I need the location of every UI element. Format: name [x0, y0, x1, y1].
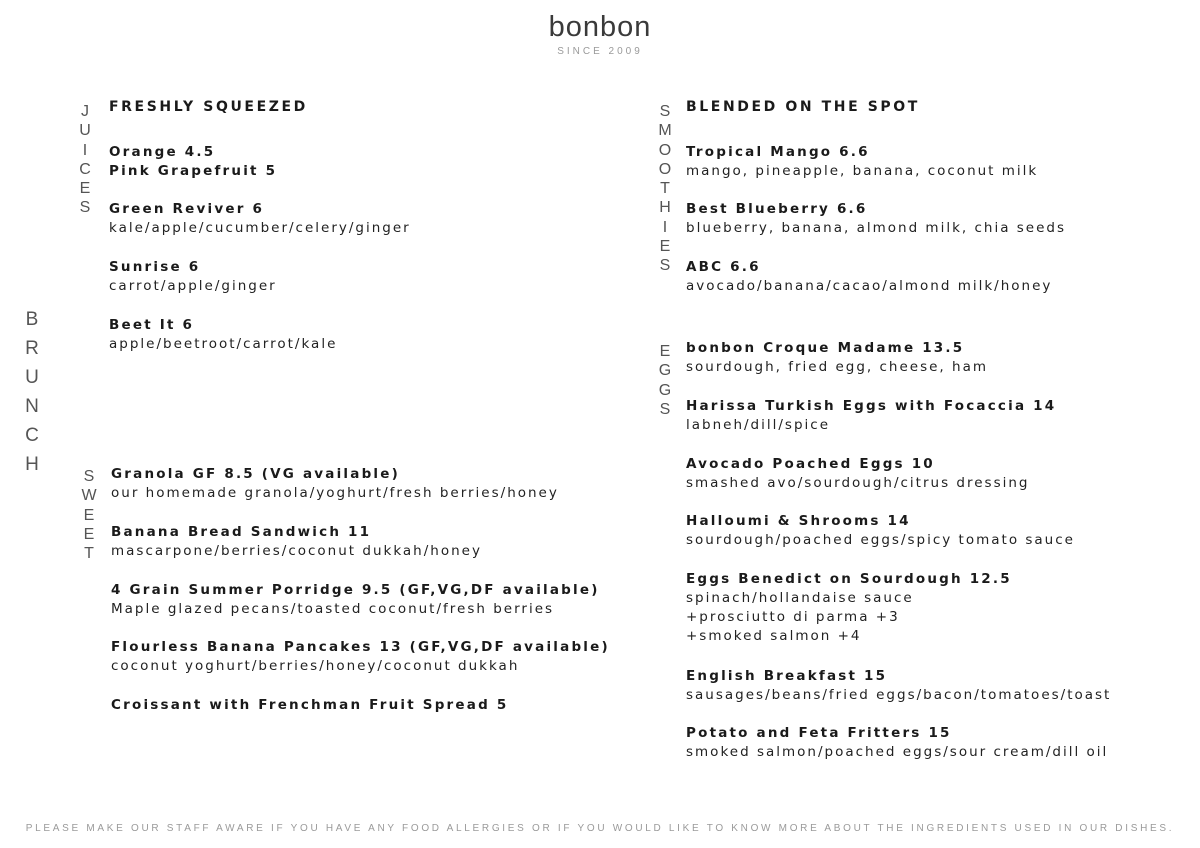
menu-item-name: ABC 6.6 [686, 259, 761, 275]
smoothies-vertical-label [653, 102, 677, 276]
vertical-label-letter: E [83, 525, 95, 543]
menu-item-name: Granola GF 8.5 (VG available) [111, 466, 400, 482]
menu-item [686, 724, 1108, 762]
menu-item-name: Halloumi & Shrooms 14 [686, 513, 911, 529]
menu-item [686, 339, 988, 377]
menu-item-name: Potato and Feta Fritters 15 [686, 725, 952, 741]
menu-item-extra: +smoked salmon +4 [686, 628, 862, 644]
vertical-label-letter: T [84, 545, 94, 563]
menu-item [111, 581, 600, 619]
vertical-label-letter: E [83, 506, 95, 524]
brand-logo: bonbon [548, 11, 652, 43]
vertical-label-letter: T [660, 180, 670, 198]
menu-item [686, 667, 1111, 705]
vertical-label-letter: E [79, 180, 91, 198]
sweet-vertical-label [77, 467, 101, 563]
menu-item-name: English Breakfast 15 [686, 668, 888, 684]
menu-item-name: Banana Bread Sandwich 11 [111, 524, 372, 540]
vertical-label-letter: G [658, 381, 672, 399]
menu-item-name: Flourless Banana Pancakes 13 (GF,VG,DF available) [111, 639, 610, 655]
menu-item [686, 455, 1029, 493]
vertical-label-letter: E [659, 343, 671, 360]
menu-item-description: mascarpone/berries/coconut dukkah/honey [111, 543, 482, 559]
menu-item-name: Tropical Mango 6.6 [686, 144, 870, 160]
vertical-label-letter: O [658, 160, 672, 178]
eggs-vertical-label [653, 342, 677, 419]
menu-item [111, 638, 610, 676]
menu-item-description: sourdough, fried egg, cheese, ham [686, 359, 988, 375]
menu-item-description: sourdough/poached eggs/spicy tomato sauce [686, 532, 1075, 548]
menu-item-description: kale/apple/cucumber/celery/ginger [109, 220, 411, 236]
menu-item [111, 523, 482, 561]
vertical-label-letter: H [25, 454, 39, 475]
vertical-label-letter: S [659, 257, 671, 275]
vertical-label-letter: I [82, 141, 88, 159]
vertical-label-letter: J [81, 103, 89, 120]
menu-item [686, 397, 1056, 435]
menu-item [686, 512, 1075, 550]
menu-item-description: carrot/apple/ginger [109, 278, 277, 294]
menu-item-name: 4 Grain Summer Porridge 9.5 (GF,VG,DF available) [111, 582, 600, 598]
vertical-label-letter: G [658, 362, 672, 380]
vertical-label-letter: M [658, 122, 672, 140]
vertical-label-letter: H [659, 199, 671, 217]
vertical-label-letter: N [25, 396, 39, 417]
vertical-label-letter: S [659, 400, 671, 418]
menu-item [111, 465, 559, 503]
menu-item-description: blueberry, banana, almond milk, chia seeds [686, 220, 1067, 236]
vertical-label-letter: S [83, 468, 95, 485]
menu-item-description: smashed avo/sourdough/citrus dressing [686, 475, 1030, 491]
vertical-label-letter: I [662, 218, 668, 236]
menu-item-name: Beet It 6 [109, 317, 195, 333]
vertical-label-letter: W [81, 487, 97, 505]
juices-vertical-label [73, 102, 97, 218]
menu-item-name: Green Reviver 6 [109, 201, 265, 217]
menu-item [686, 200, 1066, 238]
menu-item-description: mango, pineapple, banana, coconut milk [686, 163, 1039, 179]
menu-item-description: sausages/beans/fried eggs/bacon/tomatoes/toast [686, 687, 1112, 703]
menu-item-name: Orange 4.5 [109, 144, 216, 160]
menu-item-description: our homemade granola/yoghurt/fresh berries/honey [111, 485, 559, 501]
smoothies-heading: BLENDED ON THE SPOT [686, 99, 920, 115]
menu-item-description: avocado/banana/cacao/almond milk/honey [686, 278, 1053, 294]
vertical-label-letter: S [79, 199, 91, 217]
vertical-label-letter: E [659, 238, 671, 256]
menu-item-name: Sunrise 6 [109, 259, 201, 275]
menu-item-description: labneh/dill/spice [686, 417, 831, 433]
menu-item-name: bonbon Croque Madame 13.5 [686, 340, 965, 356]
vertical-label-letter: C [79, 160, 91, 178]
menu-item-description: Maple glazed pecans/toasted coconut/fresh berries [111, 601, 555, 617]
vertical-label-letter: U [25, 367, 39, 388]
menu-item [686, 143, 1038, 181]
menu-item-name: Harissa Turkish Eggs with Focaccia 14 [686, 398, 1057, 414]
allergy-notice: PLEASE MAKE OUR STAFF AWARE IF YOU HAVE ANY FOOD ALLERGIES OR IF YOU WOULD LIKE TO KNOW MORE ABOUT THE INGREDIENTS USED IN OUR DISHES. [25, 823, 1175, 834]
menu-item-name: Pink Grapefruit 5 [109, 163, 278, 179]
vertical-label-letter: U [79, 122, 91, 140]
menu-item [686, 258, 1052, 296]
menu-item-name: Avocado Poached Eggs 10 [686, 456, 935, 472]
menu-item-description: apple/beetroot/carrot/kale [109, 336, 338, 352]
menu-item-description: coconut yoghurt/berries/honey/coconut dukkah [111, 658, 520, 674]
menu-item [686, 570, 1012, 646]
vertical-label-letter: R [25, 338, 39, 359]
menu-item-description: spinach/hollandaise sauce [686, 590, 914, 606]
menu-item [109, 200, 411, 238]
brand-since: SINCE 2009 [557, 46, 643, 57]
brunch-vertical-label [20, 305, 44, 479]
menu-item-name: Eggs Benedict on Sourdough 12.5 [686, 571, 1012, 587]
menu-item [109, 316, 337, 354]
menu-item-name: Best Blueberry 6.6 [686, 201, 868, 217]
vertical-label-letter: C [25, 425, 39, 446]
vertical-label-letter: B [25, 309, 39, 330]
vertical-label-letter: S [659, 103, 671, 120]
juices-heading: FRESHLY SQUEEZED [109, 99, 308, 115]
menu-item [109, 258, 277, 296]
menu-item-description: smoked salmon/poached eggs/sour cream/dill oil [686, 744, 1109, 760]
menu-item-extra: +prosciutto di parma +3 [686, 609, 900, 625]
menu-item [111, 696, 508, 715]
menu-item-name: Croissant with Frenchman Fruit Spread 5 [111, 697, 509, 713]
menu-item [109, 143, 277, 181]
vertical-label-letter: O [658, 141, 672, 159]
